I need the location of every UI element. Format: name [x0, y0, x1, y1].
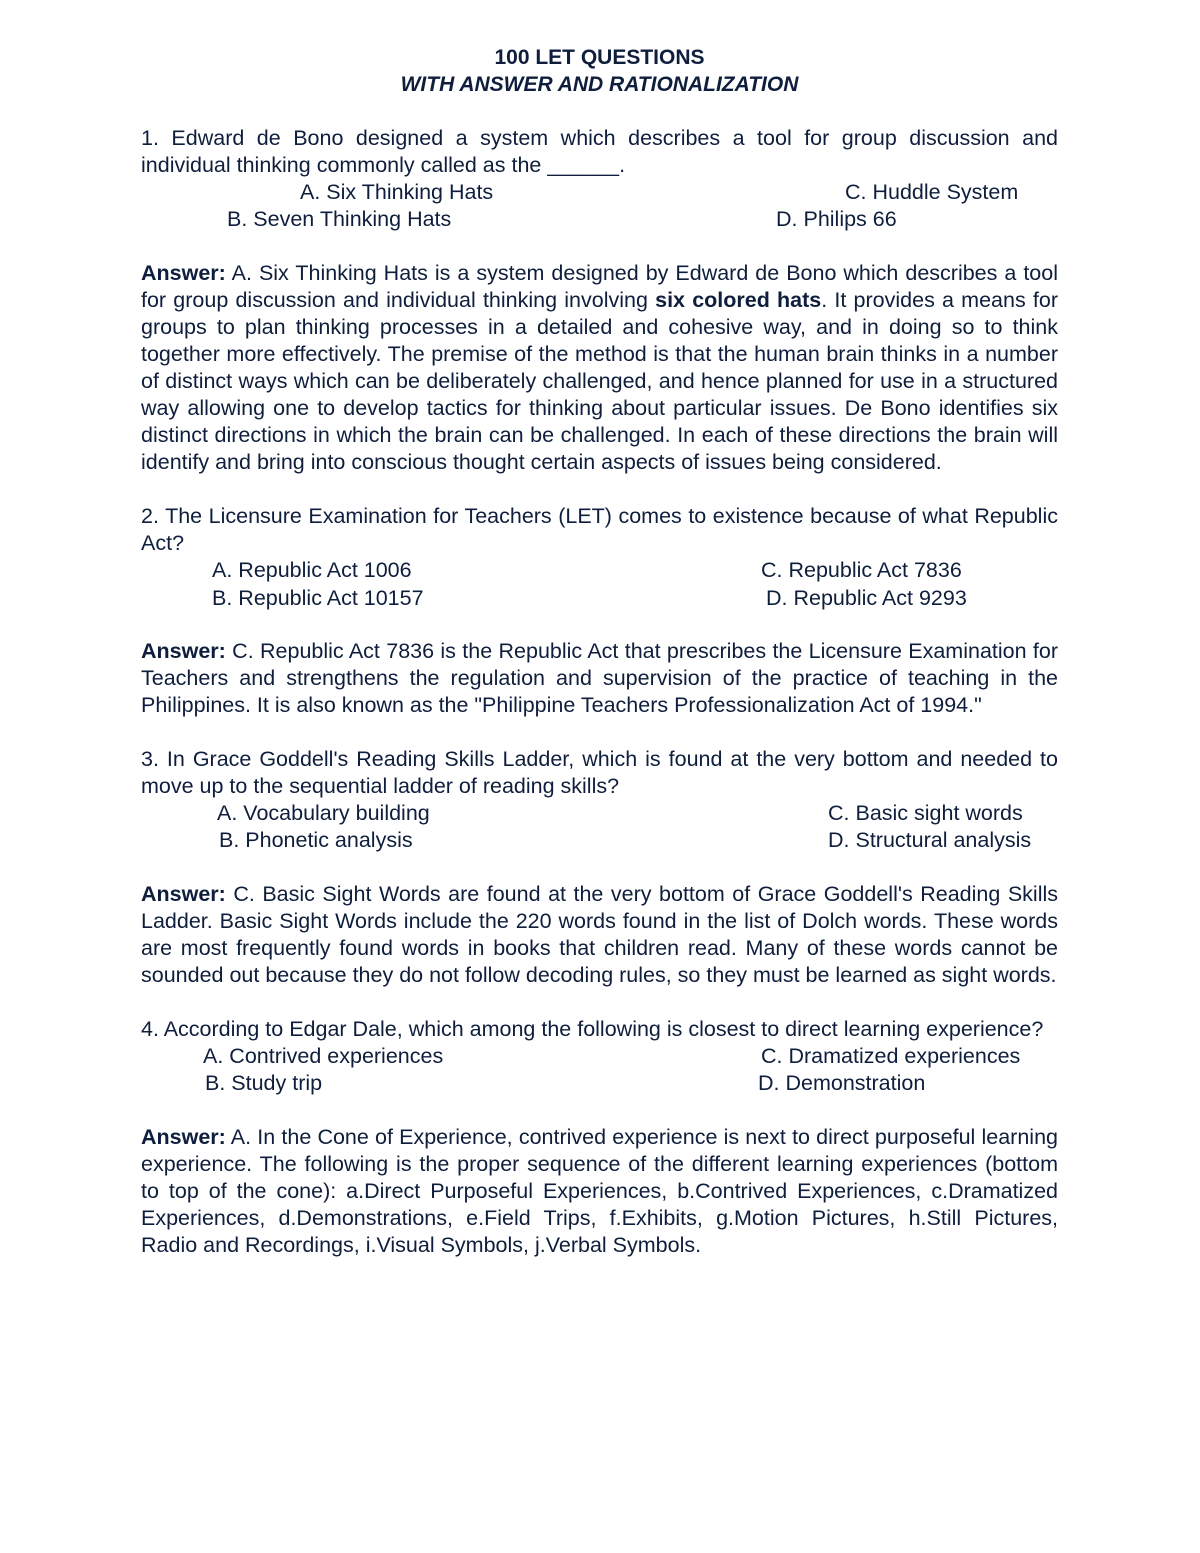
question-1: 1. Edward de Bono designed a system which describes a tool for group discussion and individual thinking commonly called as the ______. [141, 126, 1058, 177]
choice-3c: C. Basic sight words [828, 801, 1023, 825]
answer-label-3: Answer: [141, 882, 226, 906]
choice-2d: D. Republic Act 9293 [766, 586, 967, 610]
choices-3 [141, 800, 1058, 854]
question-4: 4. According to Edgar Dale, which among the following is closest to direct learning experience? [141, 1017, 1044, 1041]
title-line-2: WITH ANSWER AND RATIONALIZATION [400, 73, 799, 96]
answer-1-emphasis: six colored hats [655, 288, 822, 312]
answer-3-text: C. Basic Sight Words are found at the very bottom of Grace Goddell's Reading Skills Ladder. Basic Sight Words include the 220 words found in the list of Dolch words. These words are most frequently found words in books that children read. Many of these words cannot be sounded out because they do not follow decoding rules, so they must be learned as sight words. [141, 882, 1058, 987]
choice-1a: A. Six Thinking Hats [300, 180, 494, 204]
choice-2c: C. Republic Act 7836 [761, 558, 962, 582]
question-3: 3. In Grace Goddell's Reading Skills Ladder, which is found at the very bottom and needed to move up to the sequential ladder of reading skills? [141, 747, 1058, 798]
answer-2-text: C. Republic Act 7836 is the Republic Act that prescribes the Licensure Examination for Teachers and strengthens the regulation and supervision of the practice of teaching in the Philippines. It is also known as the "Philippine Teachers Professionalization Act of 1994." [141, 639, 1058, 717]
choice-4b: B. Study trip [205, 1071, 323, 1095]
answer-4 [141, 1124, 1058, 1259]
title-line-1: 100 LET QUESTIONS [494, 46, 705, 69]
choice-1b: B. Seven Thinking Hats [227, 207, 452, 231]
choice-1d: D. Philips 66 [776, 207, 897, 231]
choice-4c: C. Dramatized experiences [761, 1044, 1021, 1068]
answer-1-text-end: . It provides a means for groups to plan thinking processes in a detailed and cohesive way, and in doing so to think together more effectively. The premise of the method is that the human brain thinks in a number of distinct ways which can be deliberately challenged, and hence planned for use in a structured way allowing one to develop tactics for thinking about particular issues. De Bono identifies six distinct directions in which the brain can be challenged. In each of these directions the brain will identify and bring into conscious thought certain aspects of issues being considered. [141, 288, 1058, 474]
question-2: 2. The Licensure Examination for Teachers (LET) comes to existence because of what Republic Act? [141, 504, 1058, 555]
answer-1 [141, 260, 1058, 476]
choice-1c: C. Huddle System [845, 180, 1019, 204]
choice-3d: D. Structural analysis [828, 828, 1032, 852]
answer-4-text: A. In the Cone of Experience, contrived experience is next to direct purposeful learning experience. The following is the proper sequence of the different learning experiences (bottom to top of the cone): a.Direct Purposeful Experiences, b.Contrived Experiences, c.Dramatized Experiences, d.Demonstrations, e.Field Trips, f.Exhibits, g.Motion Pictures, h.Still Pictures, Radio and Recordings, i.Visual Symbols, j.Verbal Symbols. [141, 1125, 1058, 1257]
choice-3a: A. Vocabulary building [217, 801, 430, 825]
answer-1-text-start: A. Six Thinking Hats is a system designed by Edward de Bono which describes a tool for group discussion and individual thinking involving [141, 261, 1058, 312]
answer-label-4: Answer: [141, 1125, 226, 1149]
choice-4a: A. Contrived experiences [203, 1044, 444, 1068]
choices-4 [141, 1043, 1058, 1097]
choices-1 [141, 179, 1058, 233]
document-title [141, 44, 1058, 98]
answer-3 [141, 881, 1058, 989]
document-page [141, 44, 1058, 1259]
choice-4d: D. Demonstration [758, 1071, 926, 1095]
choice-2b: B. Republic Act 10157 [212, 586, 424, 610]
answer-2 [141, 638, 1058, 719]
answer-label-2: Answer: [141, 639, 226, 663]
answer-label-1: Answer: [141, 261, 226, 285]
choice-3b: B. Phonetic analysis [219, 828, 413, 852]
choice-2a: A. Republic Act 1006 [212, 558, 412, 582]
choices-2 [141, 557, 1058, 611]
